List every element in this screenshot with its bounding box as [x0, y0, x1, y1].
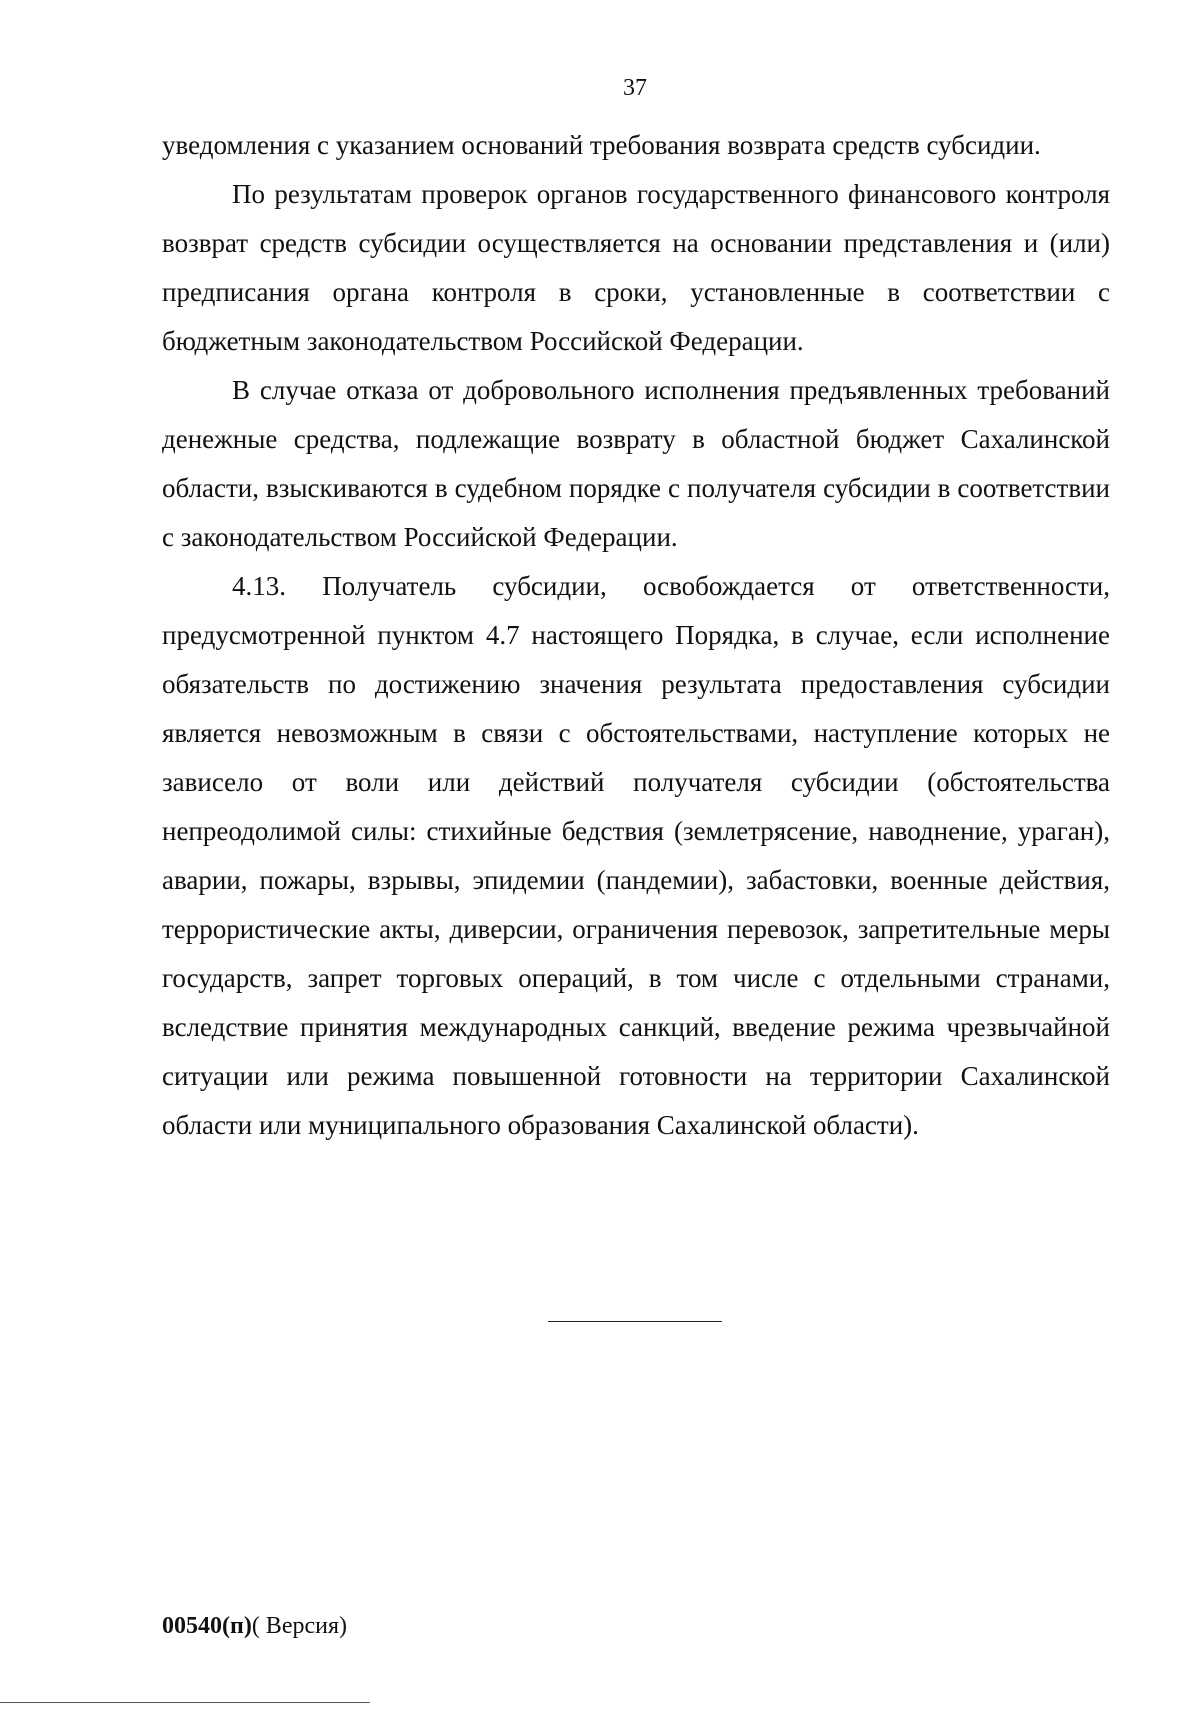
document-code: 00540(п)	[162, 1613, 252, 1639]
paragraph-force-majeure: 4.13. Получатель субсидии, освобождается от ответственности, предусмотренной пунктом 4.7 настоящего Порядка, в случае, если исполнение обязательств по достижению значения результата предоставления субсидии является невозможным в связи с обстоятельствами, наступление которых не зависело от воли или действий получателя субсидии (обстоятельства непреодолимой силы: стихийные бедствия (землетрясение, наводнение, ураган), аварии, пожары, взрывы, эпидемии (пандемии), забастовки, военные действия, террористические акты, диверсии, ограничения перевозок, запретительные меры государств, запрет торговых операций, в том числе с отдельными странами, вследствие принятия международных санкций, введение режима чрезвычайной ситуации или режима повышенной готовности на территории Сахалинской области или муниципального образования Сахалинской области).	[162, 571, 1110, 1140]
document-body	[162, 121, 1110, 1150]
paragraph-judicial-recovery: В случае отказа от добровольного исполнения предъявленных требований денежные средства, подлежащие возврату в областной бюджет Сахалинской области, взыскиваются в судебном порядке с получателя субсидии в соответствии с законодательством Российской Федерации.	[162, 375, 1110, 552]
document-footer	[162, 1612, 347, 1640]
paragraph-continuation: уведомления с указанием оснований требования возврата средств субсидии.	[162, 130, 1041, 160]
end-separator-line	[548, 1321, 722, 1322]
bottom-edge-line	[0, 1702, 370, 1703]
page-number: 37	[623, 75, 647, 101]
paragraph-state-control-refund: По результатам проверок органов государственного финансового контроля возврат средств субсидии осуществляется на основании представления и (или) предписания органа контроля в сроки, установленные в соответствии с бюджетным законодательством Российской Федерации.	[162, 179, 1110, 356]
document-version-label: ( Версия)	[251, 1613, 347, 1639]
